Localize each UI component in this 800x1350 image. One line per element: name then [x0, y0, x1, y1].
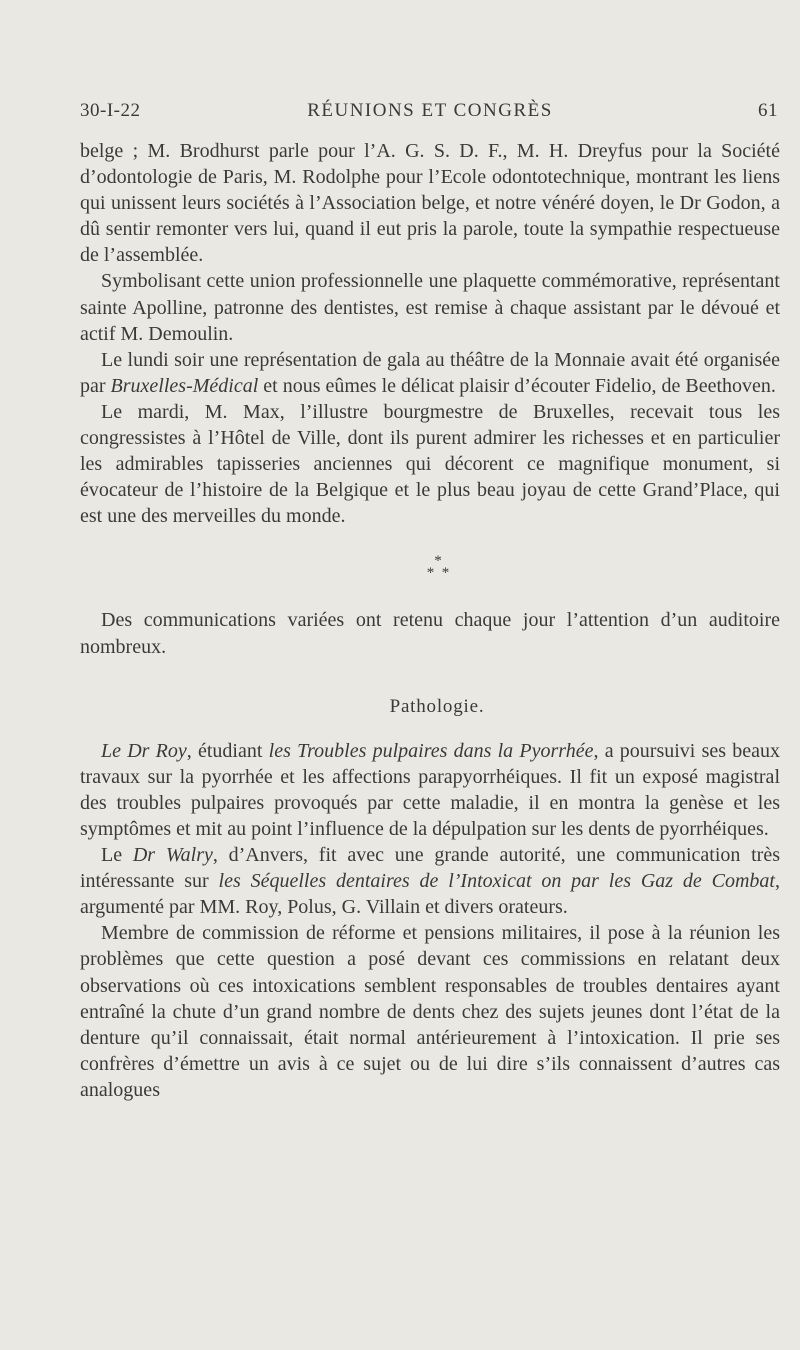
header-date: 30-I-22 [80, 100, 141, 121]
paragraph-7: Le Dr Walry, d’Anvers, fit avec une grande autorité, une communication très intéressante sur les Séquelles dentaires de l’Intoxicat on par les Gaz de Combat, argumenté par MM. Roy, Polus, G. Villain et divers orateurs. [80, 844, 780, 919]
asterism-divider: * * * [426, 553, 450, 582]
paragraph-5: Des communications variées ont retenu chaque jour l’attention d’un auditoire nombreux. [80, 609, 780, 658]
header-title: RÉUNIONS ET CONGRÈS [307, 100, 553, 121]
paragraph-3: Le lundi soir une représentation de gala au théâtre de la Monnaie avait été organisée par Bruxelles-Médical et nous eûmes le délicat plaisir d’écouter Fidelio, de Beethoven. [80, 348, 780, 397]
section-title: Pathologie. [389, 695, 485, 717]
page-number: 61 [758, 100, 778, 121]
paragraph-8: Membre de commission de réforme et pensions militaires, il pose à la réunion les problèmes que cette question a posé devant ces commissions en relatant deux observations où ces intoxications semblent responsables de troubles dentaires ayant entraîné la chute d’un grand nombre de dents chez des sujets jeunes dont l’état de la denture qu’il connaissait, était normal antérieurement à l’intoxication. Il prie ses confrères d’émettre un avis à ce sujet ou de lui dire s’ils connaissent d’autres cas analogues [80, 922, 780, 1101]
paragraph-6: Le Dr Roy, étudiant les Troubles pulpaires dans la Pyorrhée, a poursuivi ses beaux travaux sur la pyorrhée et les affections parapyorrhéiques. Il fit un exposé magistral des troubles pulpaires provoqués par cette maladie, il en montra la genèse et les symptômes et mit au point l’influence de la dépulpation sur les dents de pyorrhéiques. [80, 739, 780, 840]
running-header [80, 100, 780, 130]
paragraph-2: Symbolisant cette union professionnelle une plaquette commémorative, représentant sainte Apolline, patronne des dentistes, est remise à chaque assistant par le dévoué et actif M. Demoulin. [80, 270, 780, 345]
body-text [80, 138, 780, 1103]
paragraph-1: belge ; M. Brodhurst parle pour l’A. G. S. D. F., M. H. Dreyfus pour la Société d’odontologie de Paris, M. Rodolphe pour l’Ecole odontotechnique, montrant les liens qui unissent leurs sociétés à l’Association belge, et notre vénéré doyen, le Dr Godon, a dû sentir remonter vers lui, quand il eut pris la parole, toute la sympathie respectueuse de l’assemblée. [80, 140, 780, 267]
paragraph-4: Le mardi, M. Max, l’illustre bourgmestre de Bruxelles, recevait tous les congressistes à l’Hôtel de Ville, dont ils purent admirer les richesses et en particulier les admirables tapisseries anciennes qui décorent ce magnifique monument, si évocateur de l’histoire de la Belgique et le plus beau joyau de cette Grand’Place, qui est une des merveilles du monde. [80, 400, 780, 528]
